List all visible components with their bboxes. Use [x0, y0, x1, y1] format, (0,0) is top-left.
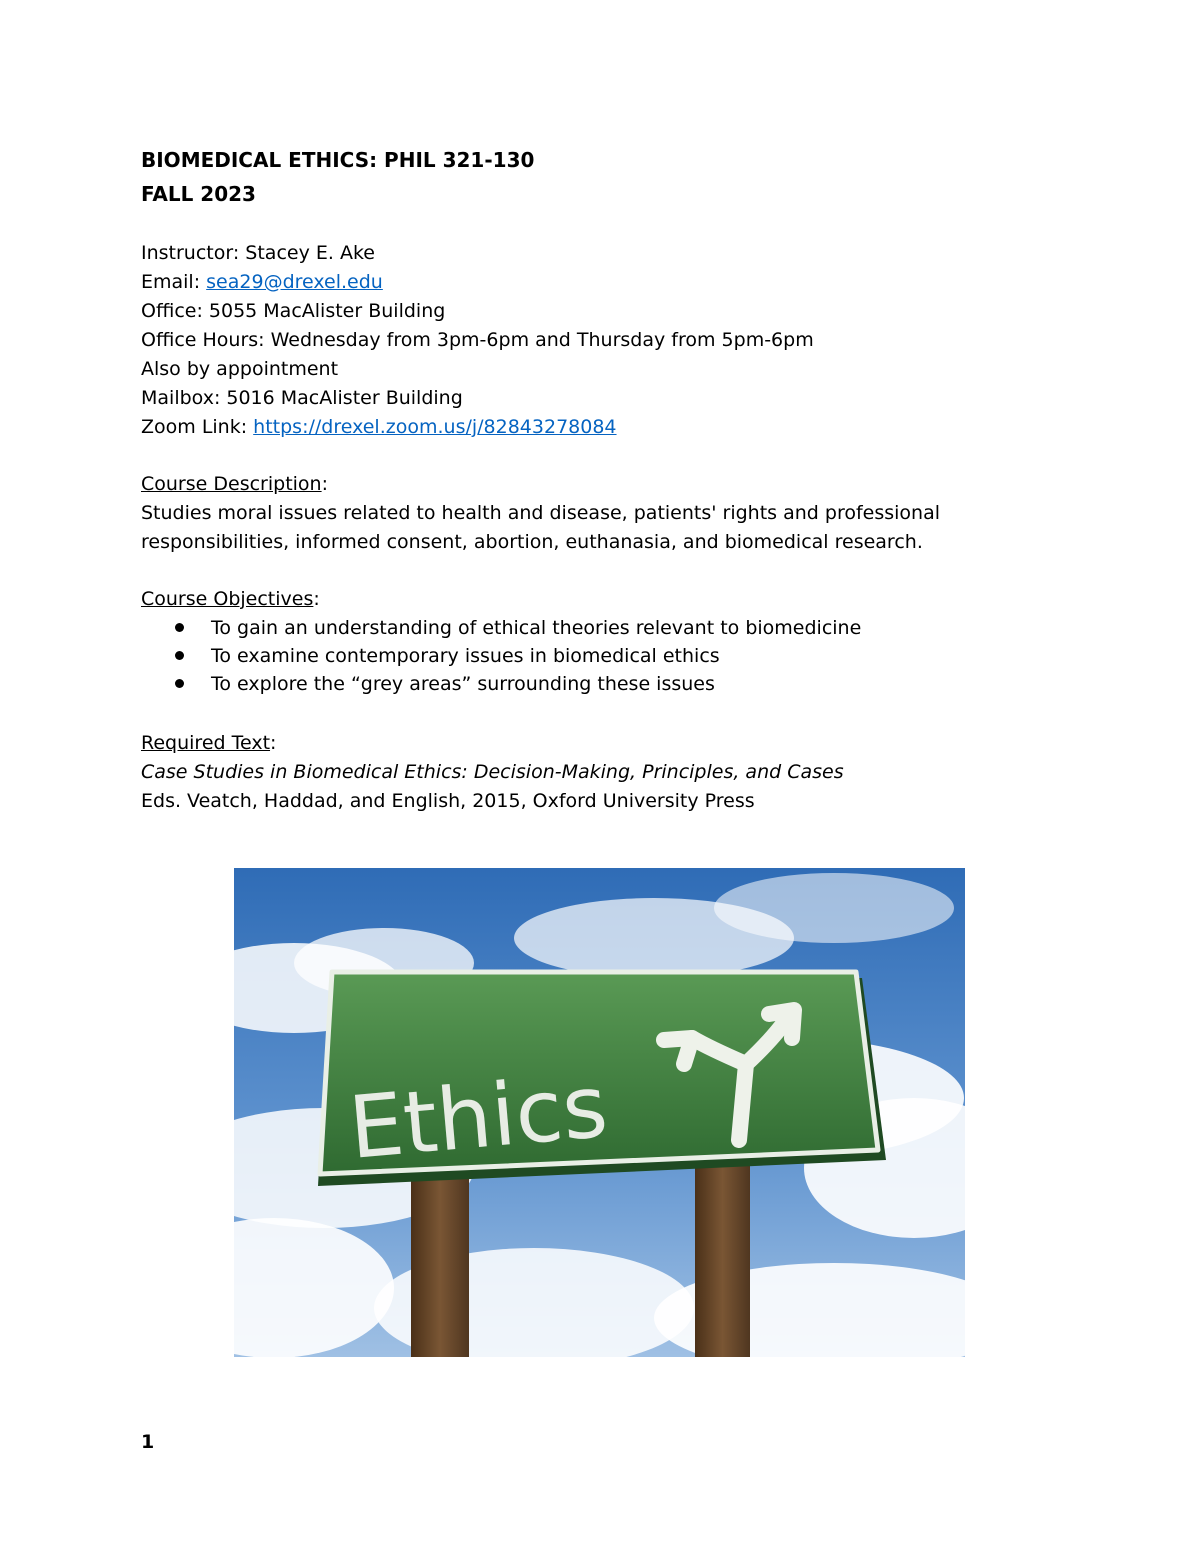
- zoom-link[interactable]: https://drexel.zoom.us/j/82843278084: [253, 416, 617, 438]
- zoom-line: [141, 415, 617, 439]
- required-text-heading: [141, 731, 276, 755]
- office-line: Office: 5055 MacAlister Building: [141, 300, 446, 322]
- left-post: [411, 1158, 469, 1357]
- description-line-1: Studies moral issues related to health and disease, patients' rights and professional: [141, 502, 941, 524]
- description-heading-text: Course Description: [141, 473, 322, 495]
- required-text-heading-colon: :: [270, 732, 277, 754]
- description-line-2: responsibilities, informed consent, abortion, euthanasia, and biomedical research.: [141, 531, 923, 553]
- objectives-heading-colon: :: [313, 588, 320, 610]
- description-heading: [141, 472, 328, 496]
- right-post: [695, 1166, 750, 1357]
- book-editors: Eds. Veatch, Haddad, and English, 2015, Oxford University Press: [141, 790, 755, 812]
- objective-item: To explore the “grey areas” surrounding these issues: [211, 673, 715, 695]
- course-term: FALL 2023: [141, 182, 256, 206]
- sign-text: Ethics: [345, 1056, 612, 1179]
- objectives-heading: [141, 587, 320, 611]
- bullet-icon: [175, 679, 184, 688]
- description-heading-colon: :: [321, 473, 328, 495]
- instructor-line: Instructor: Stacey E. Ake: [141, 242, 375, 264]
- bullet-icon: [175, 651, 184, 660]
- required-text-heading-text: Required Text: [141, 732, 271, 754]
- email-label: Email:: [141, 271, 207, 293]
- ethics-sign-photo: [234, 868, 965, 1357]
- objective-item: To examine contemporary issues in biomedical ethics: [211, 645, 720, 667]
- book-title: Case Studies in Biomedical Ethics: Decision-Making, Principles, and Cases: [141, 761, 844, 783]
- email-line: [141, 270, 383, 294]
- appointment-line: Also by appointment: [141, 358, 339, 380]
- page-number: 1: [141, 1431, 155, 1453]
- objective-item: To gain an understanding of ethical theories relevant to biomedicine: [211, 617, 862, 639]
- zoom-label: Zoom Link:: [141, 416, 254, 438]
- mailbox-line: Mailbox: 5016 MacAlister Building: [141, 387, 463, 409]
- bullet-icon: [175, 623, 184, 632]
- course-title: BIOMEDICAL ETHICS: PHIL 321-130: [141, 148, 535, 172]
- objectives-heading-text: Course Objectives: [141, 588, 314, 610]
- email-link[interactable]: sea29@drexel.edu: [206, 271, 383, 293]
- office-hours-line: Office Hours: Wednesday from 3pm-6pm and Thursday from 5pm-6pm: [141, 329, 814, 351]
